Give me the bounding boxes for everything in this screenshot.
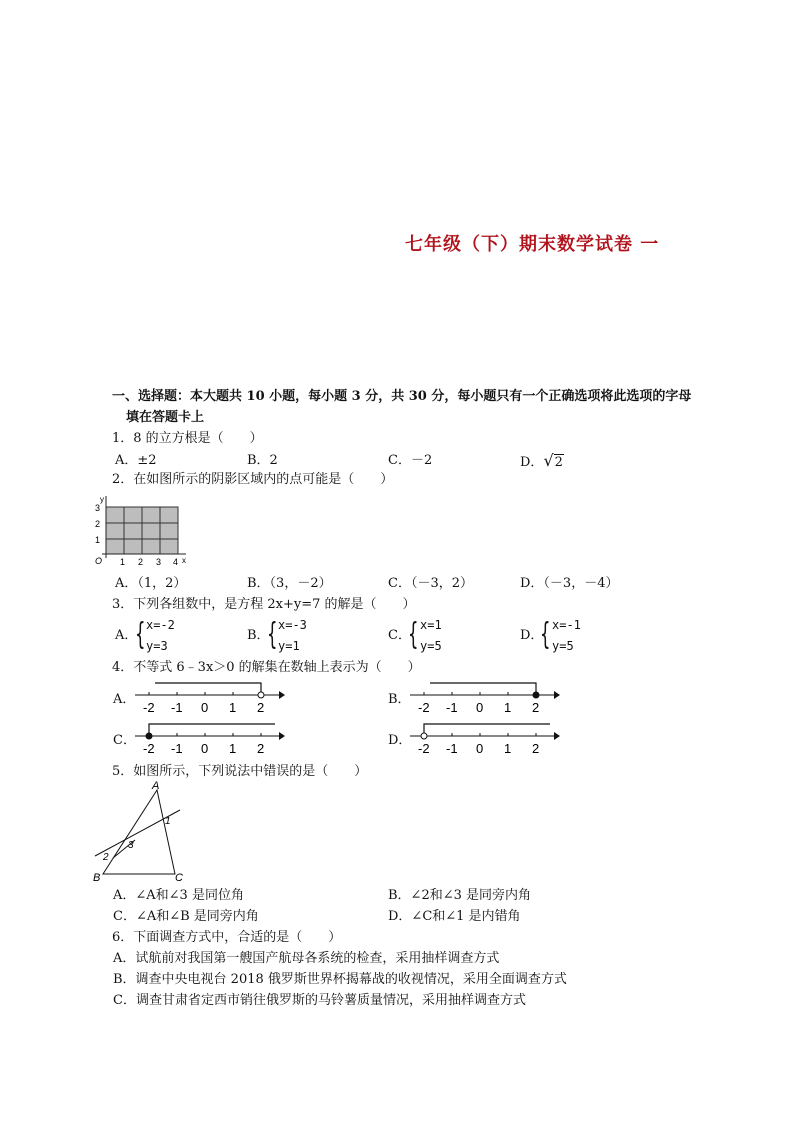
sqrt-symbol: √2 — [543, 451, 563, 470]
x-tick-2: 2 — [138, 557, 144, 567]
q4-option-c-label: C． — [113, 733, 136, 748]
svg-text:1: 1 — [229, 741, 237, 756]
q6-option-c: C．调查甘肃省定西市销往俄罗斯的马铃薯质量情况，采用抽样调查方式 — [113, 993, 526, 1008]
svg-text:2: 2 — [532, 700, 540, 715]
y-tick-2: 2 — [95, 519, 101, 529]
svg-text:A: A — [152, 780, 160, 792]
q3-option-b-y: y=1 — [278, 639, 300, 653]
q2-option-b: B．（3，－2） — [247, 576, 332, 591]
q2-option-d: D．（－3，－4） — [520, 576, 619, 591]
svg-text:1: 1 — [504, 700, 512, 715]
x-axis-label: x — [182, 556, 186, 565]
q3-option-d-label: D． — [520, 628, 544, 643]
q6-stem: 6．下面调查方式中，合适的是（ ） — [112, 930, 342, 945]
svg-text:-1: -1 — [446, 741, 458, 756]
svg-text:3: 3 — [128, 840, 134, 851]
q1-option-d — [520, 453, 564, 471]
svg-text:0: 0 — [476, 700, 484, 715]
q4-option-a-numberline — [135, 678, 285, 718]
y-tick-1: 1 — [95, 535, 101, 545]
q4-option-d-numberline — [410, 719, 560, 759]
q5-option-a: A．∠A和∠3 是同位角 — [113, 888, 244, 903]
svg-text:2: 2 — [257, 741, 265, 756]
svg-text:1: 1 — [165, 816, 171, 827]
svg-text:-1: -1 — [446, 700, 458, 715]
q4-option-c-numberline — [135, 719, 285, 759]
q3-option-b-label: B． — [247, 628, 270, 643]
q3-stem: 3．下列各组数中，是方程 2x+y=7 的解是（ ） — [112, 597, 416, 612]
svg-text:-1: -1 — [171, 741, 183, 756]
q2-stem: 2．在如图所示的阴影区域内的点可能是（ ） — [112, 472, 394, 487]
svg-text:2: 2 — [257, 700, 265, 715]
svg-text:2: 2 — [532, 741, 540, 756]
x-tick-3: 3 — [156, 557, 162, 567]
q3-option-a-y: y=3 — [146, 639, 168, 653]
q5-option-d: D．∠C和∠1 是内错角 — [388, 909, 521, 924]
q3-option-d-y: y=5 — [552, 639, 574, 653]
q4-option-a-label: A． — [113, 692, 136, 707]
page-title: 七年级（下）期末数学试卷 一 — [405, 234, 660, 255]
svg-text:-2: -2 — [418, 741, 430, 756]
q2-option-c: C．（－3，2） — [388, 576, 473, 591]
q3-option-b-x: x=-3 — [278, 618, 307, 632]
svg-text:0: 0 — [201, 700, 209, 715]
origin-label: O — [95, 556, 103, 566]
q3-option-a-x: x=-2 — [146, 618, 175, 632]
svg-text:1: 1 — [229, 700, 237, 715]
q3-option-c-label: C． — [388, 628, 411, 643]
svg-text:0: 0 — [476, 741, 484, 756]
svg-text:-2: -2 — [418, 700, 430, 715]
svg-text:1: 1 — [504, 741, 512, 756]
x-tick-1: 1 — [120, 557, 126, 567]
q5-triangle-figure — [90, 780, 190, 885]
section-heading-cont: 填在答题卡上 — [126, 410, 205, 425]
q4-option-b-label: B． — [388, 692, 411, 707]
q6-option-a: A．试航前对我国第一艘国产航母各系统的检查，采用抽样调查方式 — [113, 951, 500, 966]
q1-option-a: A．±2 — [115, 453, 157, 468]
brace-icon: { — [540, 617, 551, 652]
svg-text:-2: -2 — [143, 700, 155, 715]
brace-icon: { — [408, 617, 419, 652]
q4-option-d-label: D． — [388, 733, 412, 748]
x-tick-4: 4 — [173, 557, 179, 567]
q3-option-c-y: y=5 — [420, 639, 442, 653]
y-axis-label: y — [100, 495, 104, 504]
q3-option-d-x: x=-1 — [552, 618, 581, 632]
q1-radicand: 2 — [554, 455, 563, 470]
svg-text:0: 0 — [201, 741, 209, 756]
q1-stem: 1．8 的立方根是（ ） — [112, 431, 263, 446]
q1-option-c: C．－2 — [388, 453, 433, 468]
q2-grid-figure — [92, 492, 192, 570]
svg-text:2: 2 — [103, 852, 109, 863]
svg-text:C: C — [175, 872, 183, 884]
svg-text:-2: -2 — [143, 741, 155, 756]
svg-text:B: B — [93, 872, 101, 884]
q1-option-d-prefix: D． — [520, 455, 544, 470]
brace-icon: { — [267, 617, 278, 652]
q2-option-a: A．（1，2） — [115, 576, 187, 591]
q3-option-c-x: x=1 — [420, 618, 442, 632]
q5-option-c: C．∠A和∠B 是同旁内角 — [113, 909, 259, 924]
q3-option-a-label: A． — [115, 628, 138, 643]
section-heading: 一、选择题：本大题共 10 小题，每小题 3 分，共 30 分，每小题只有一个正确选项将此选项的字母 — [112, 389, 692, 404]
q5-stem: 5．如图所示，下列说法中错误的是（ ） — [112, 764, 368, 779]
y-tick-3: 3 — [95, 503, 101, 513]
q5-option-b: B．∠2和∠3 是同旁内角 — [388, 888, 532, 903]
q4-option-b-numberline — [410, 678, 560, 718]
q6-option-b: B．调查中央电视台 2018 俄罗斯世界杯揭幕战的收视情况，采用全面调查方式 — [113, 972, 567, 987]
q1-option-b: B．2 — [247, 453, 278, 468]
brace-icon: { — [135, 617, 146, 652]
q4-stem: 4．不等式 6﹣3x＞0 的解集在数轴上表示为（ ） — [112, 660, 421, 675]
svg-text:-1: -1 — [171, 700, 183, 715]
